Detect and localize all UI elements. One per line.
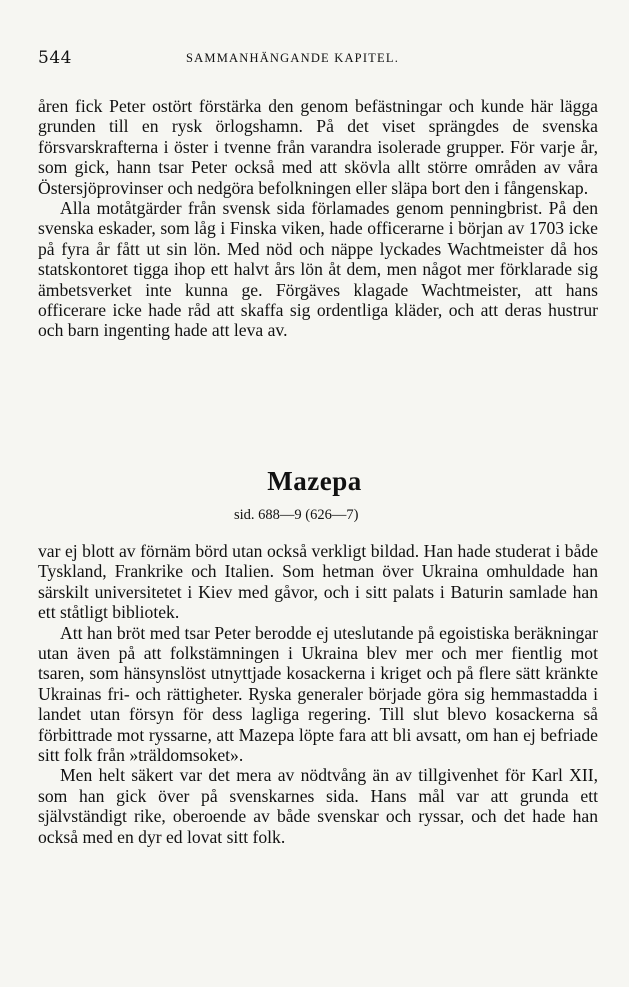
section-heading: Mazepa xyxy=(267,466,362,496)
paragraph: Alla motåtgärder från svensk sida förlamades genom penningbrist. På den svenska eskader, som låg i Finska viken, hade officerarne i början av 1703 icke på fyra år fått ut sin lön. Med nöd och näppe lyckades Wachtmeister då hos statskontoret tigga ihop ett halvt års lön åt dem, men något mer förklarade sig ämbetsverket inte kunna ge. Förgäves klagade Wachtmeister, att hans officerare icke hade råd att skaffa sig ordentliga kläder, och att deras hustrur och barn ingenting hade att leva av. xyxy=(38,198,598,341)
paragraph: var ej blott av förnäm börd utan också verkligt bildad. Han hade studerat i både Tyskland, Frankrike och Italien. Som hetman över Ukraina omhuldade han särskilt universitetet i Kiev med gåvor, och i sitt palats i Baturin samlade han ett ståtligt bibliotek. xyxy=(38,541,598,623)
continued-text-block xyxy=(38,96,598,341)
paragraph: Men helt säkert var det mera av nödtvång än av tillgivenhet för Karl XII, som han gick över på svenskarnes sida. Hans mål var att grunda ett självständigt rike, oberoende av både svenskar och ryssar, och det hade han också med en dyr ed lovat sitt folk. xyxy=(38,765,598,847)
page-header xyxy=(38,48,598,72)
paragraph: åren fick Peter ostört förstärka den genom befästningar och kunde här lägga grunden till en rysk örlogshamn. På det viset sprängdes de svenska försvarskrafterna i öster i tvenne från varandra isolerade grupper. För varje år, som gick, hann tsar Peter också med att skövla allt större områden av våra Östersjöprovinser och nedgöra befolkningen eller släpa bort den i fångenskap. xyxy=(38,96,598,198)
page-number: 544 xyxy=(38,48,72,68)
running-title: SAMMANHÄNGANDE KAPITEL. xyxy=(186,51,400,65)
paragraph: Att han bröt med tsar Peter berodde ej uteslutande på egoistiska beräkningar utan även på att folkstämningen i Ukraina blev mer och mer fientlig mot tsaren, som hänsynslöst utnyttjade kosackerna i kriget och på flere sätt kränkte Ukrainas fri- och rättigheter. Ryska generaler började göra sig hemmastadda i landet utan försyn för dess lagliga regering. Till slut blevo kosackerna så förbittrade mot ryssarne, att Mazepa löpte fara att bli avsatt, om han ej befriade sitt folk från »träldomsoket». xyxy=(38,622,598,766)
section-text-block xyxy=(38,541,598,847)
section-page-reference: sid. 688—9 (626—7) xyxy=(234,507,359,523)
